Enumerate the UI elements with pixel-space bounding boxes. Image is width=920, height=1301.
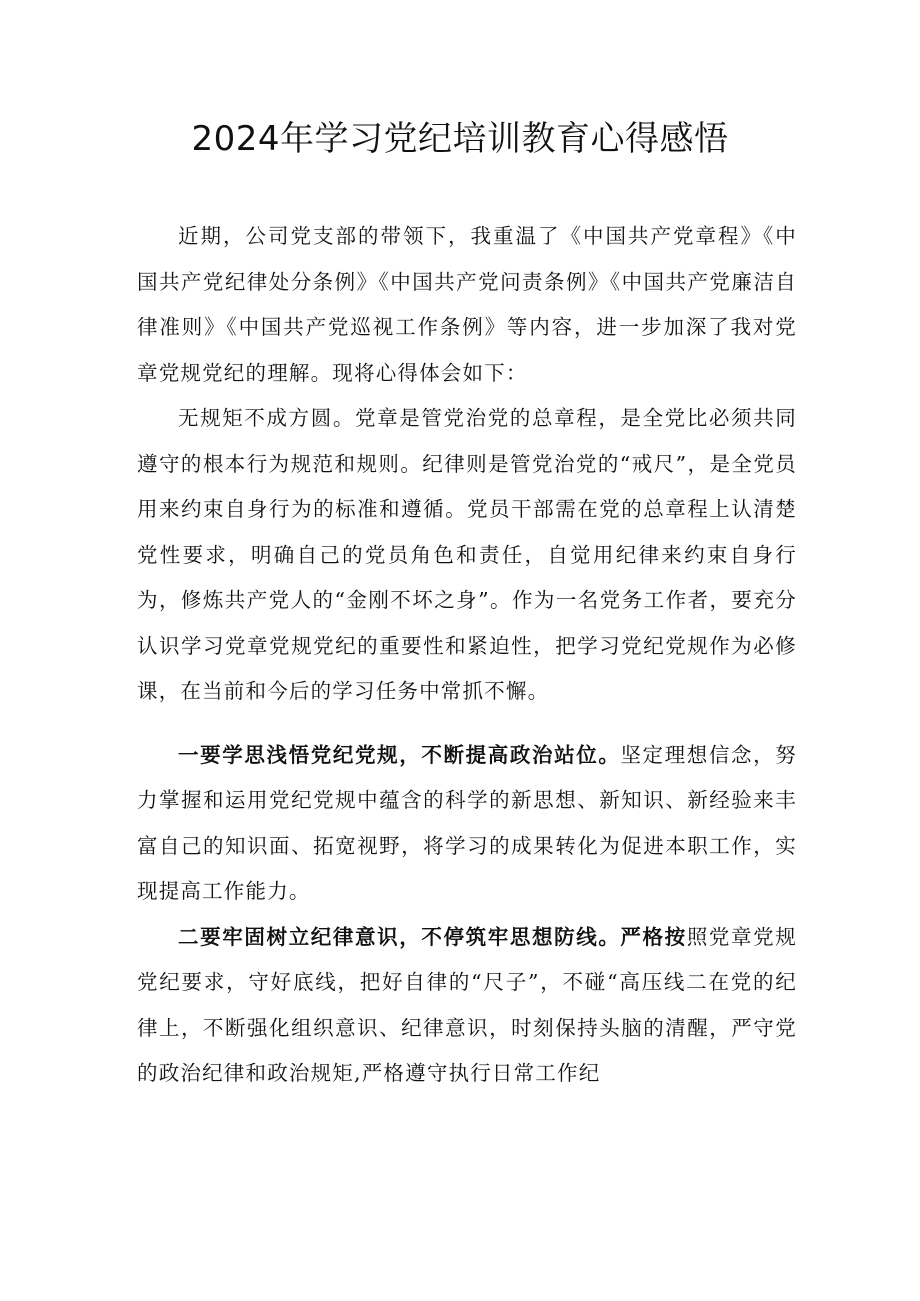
document-title: 2024年学习党纪培训教育心得感悟 xyxy=(191,119,729,159)
paragraph-text: 无规矩不成方圆。党章是管党治党的总章程，是全党比必须共同遵守的根本行为规范和规则。纪律则是管党治党的“戒尺”，是全党员用来约束自身行为的标准和遵循。党员干部需在党的总章程上认清楚党性要求，明确自己的党员角色和责任，自觉用纪律来约束自身行为，修炼共产党人的“金刚不坏之身”。作为一名党务工作者，要充分认识学习党章党规党纪的重要性和紧迫性，把学习党纪党规作为必修课，在当前和今后的学习任务中常抓不懈。 xyxy=(137,406,797,703)
paragraph-text: 照党章党规党纪要求，守好底线，把好自律的“尺子”，不碰“高压线二在党的纪律上，不断强化组织意识、纪律意识，时刻保持头脑的清醒，严守党的政治纪律和政治规矩,严格遵守执行日常工作纪 xyxy=(137,924,797,1085)
paragraph-intro xyxy=(137,214,797,396)
paragraph-lead: 二要牢固树立纪律意识，不停筑牢思想防线。严格按 xyxy=(178,924,687,949)
paragraph-lead: 一要学思浅悟党纪党规，不断提高政治站位。 xyxy=(178,742,621,767)
paragraph-point-one xyxy=(137,733,797,915)
document-body xyxy=(137,214,797,1097)
paragraph-text: 坚定理想信念，努力掌握和运用党纪党规中蕴含的科学的新思想、新知识、新经验来丰富自己的知识面、拓宽视野，将学习的成果转化为促进本职工作，实现提高工作能力。 xyxy=(137,742,797,903)
paragraph-point-two xyxy=(137,915,797,1097)
paragraph-text: 近期，公司党支部的带领下，我重温了《中国共产党章程》《中国共产党纪律处分条例》《中国共产党问责条例》《中国共产党廉洁自律准则》《中国共产党巡视工作条例》等内容，进一步加深了我对党章党规党纪的理解。现将心得体会如下： xyxy=(137,224,797,385)
paragraph-rules xyxy=(137,396,797,715)
